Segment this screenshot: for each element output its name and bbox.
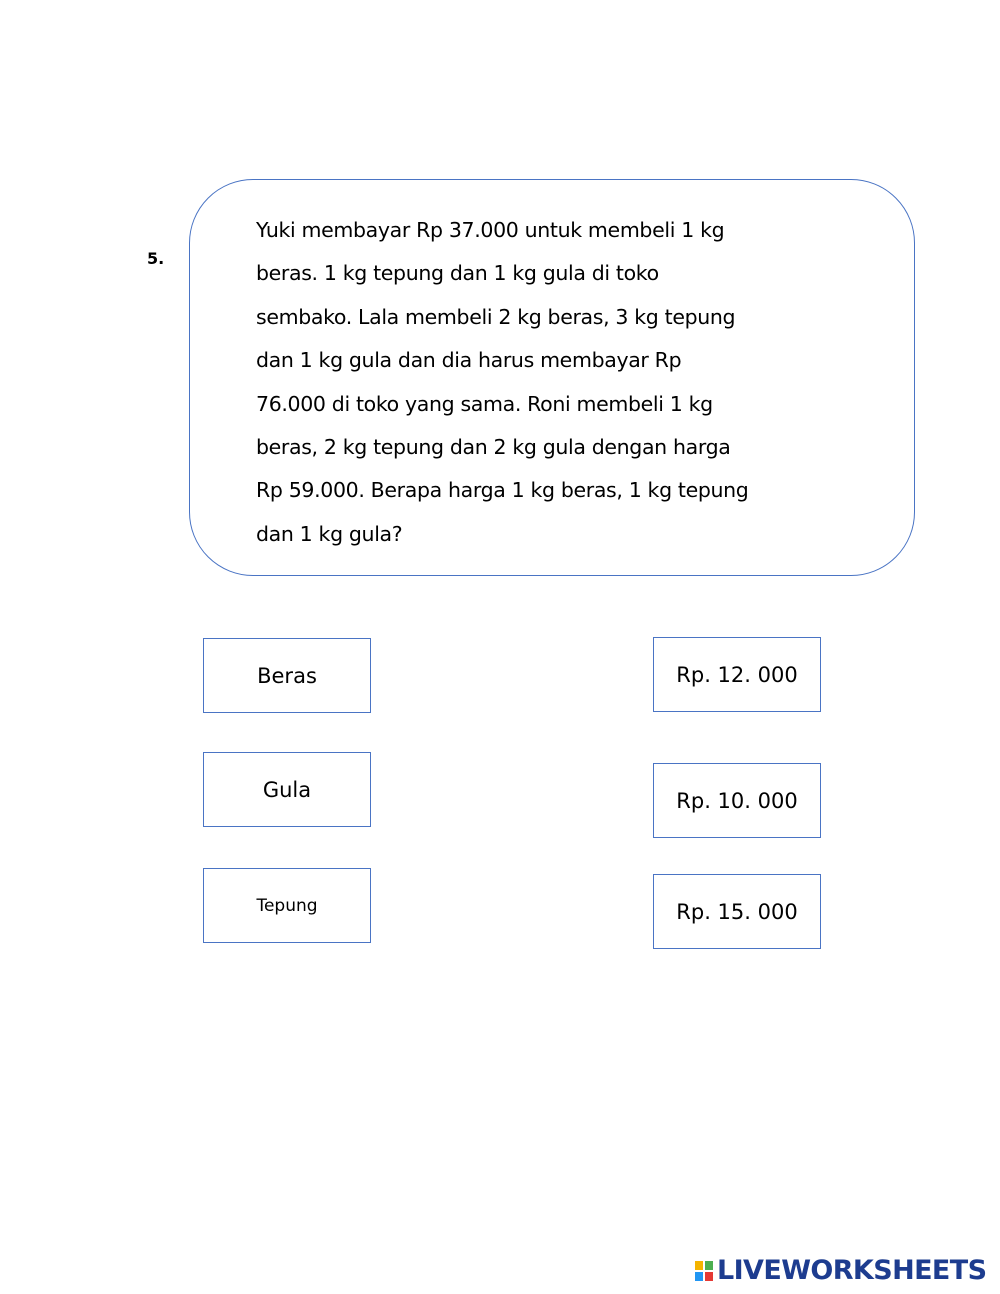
question-line: dan 1 kg gula?: [256, 521, 403, 546]
question-line: dan 1 kg gula dan dia harus membayar Rp: [256, 348, 682, 373]
question-line: Rp 59.000. Berapa harga 1 kg beras, 1 kg tepung: [256, 478, 749, 503]
match-price-3[interactable]: Rp. 15. 000: [653, 874, 821, 949]
logo-tile: [694, 1271, 704, 1282]
question-number: 5.: [147, 249, 165, 268]
match-item-gula[interactable]: Gula: [203, 752, 371, 827]
logo-tile: [704, 1271, 714, 1282]
match-item-tepung[interactable]: Tepung: [203, 868, 371, 943]
question-line: sembako. Lala membeli 2 kg beras, 3 kg tepung: [256, 304, 736, 329]
logo-tile: [694, 1260, 704, 1271]
brand-footer: [694, 1255, 986, 1286]
liveworksheets-logo-icon: [694, 1260, 714, 1282]
question-text: [256, 209, 796, 556]
question-line: beras, 2 kg tepung dan 2 kg gula dengan harga: [256, 435, 731, 460]
brand-name: LIVEWORKSHEETS: [717, 1255, 987, 1286]
match-price-2[interactable]: Rp. 10. 000: [653, 763, 821, 838]
logo-tile: [704, 1260, 714, 1271]
question-line: 76.000 di toko yang sama. Roni membeli 1 kg: [256, 391, 713, 416]
question-line: beras. 1 kg tepung dan 1 kg gula di toko: [256, 261, 659, 286]
match-item-beras[interactable]: Beras: [203, 638, 371, 713]
match-price-1[interactable]: Rp. 12. 000: [653, 637, 821, 712]
question-line: Yuki membayar Rp 37.000 untuk membeli 1 kg: [256, 218, 725, 242]
